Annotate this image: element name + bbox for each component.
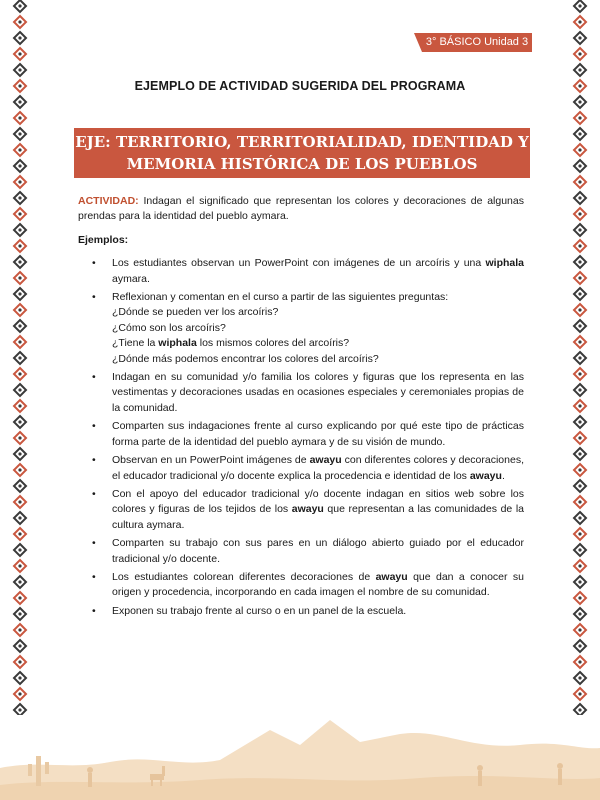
border-motif [574,0,586,12]
border-motif [574,544,586,556]
border-motif [14,208,26,220]
border-motif [14,640,26,652]
border-motif [14,160,26,172]
border-motif [574,64,586,76]
border-motif [574,304,586,316]
border-motif [14,624,26,636]
border-motif [574,288,586,300]
bullet-icon: • [92,257,96,270]
axis-heading-line-2: MEMORIA HISTÓRICA DE LOS PUEBLOS ORIGINARIOS [126,155,478,195]
border-motif [574,496,586,508]
border-motif [14,464,26,476]
item-bold-term: awayu [375,570,408,583]
question-text: los mismos colores del arcoíris? [196,337,350,350]
document-title: EJEMPLO DE ACTIVIDAD SUGERIDA DEL PROGRAMA [134,79,466,93]
border-motif [574,672,586,684]
list-item [78,370,524,416]
border-motif [14,400,26,412]
border-motif [14,672,26,684]
axis-heading-box [74,128,530,195]
border-motif [574,176,586,188]
item-text: Indagan en su comunidad y/o familia los colores y figuras que los representa en las vestimentas y decoraciones usadas en ocasiones especiales y ceremoniales propias de la comunidad. [112,371,524,414]
list-item [78,256,524,287]
item-text: que dan a conocer su origen y procedencia, incorporando en cada imagen el nombre de su comunidad. [112,570,524,599]
list-item [78,604,524,619]
activity-label: ACTIVIDAD: [78,195,139,207]
landscape-illustration [0,690,600,800]
border-motif [14,32,26,44]
border-motif [14,336,26,348]
item-text: Reflexionan y comentan en el curso a partir de las siguientes preguntas: [112,291,449,304]
border-motif [14,48,26,60]
border-motif [14,128,26,140]
bullet-icon: • [92,487,96,500]
unit-badge: 3° BÁSICO Unidad 3 [422,33,532,52]
border-motif [574,608,586,620]
border-motif [574,256,586,268]
border-motif [14,320,26,332]
border-motif [574,272,586,284]
border-motif [574,448,586,460]
list-item [78,536,524,567]
border-motif [14,272,26,284]
item-bold-term: awayu [309,454,342,467]
border-motif [14,288,26,300]
border-motif [14,560,26,572]
border-motif [14,224,26,236]
question-line [112,336,524,351]
border-motif [14,256,26,268]
border-motif [14,112,26,124]
activity-content [78,194,524,622]
bullet-icon: • [92,420,96,433]
border-motif [14,96,26,108]
border-motif [574,512,586,524]
list-item [78,419,524,450]
border-motif [574,560,586,572]
item-text: Exponen su trabajo frente al curso o en un panel de la escuela. [112,604,407,617]
border-motif [574,624,586,636]
border-motif [14,480,26,492]
border-motif [574,224,586,236]
activity-paragraph [78,194,524,225]
border-motif [574,32,586,44]
item-bold-term: wiphala [158,337,197,350]
border-motif [574,528,586,540]
border-motif [14,496,26,508]
bullet-icon: • [92,291,96,304]
bullet-icon: • [92,570,96,583]
border-motif [574,384,586,396]
bullet-icon: • [92,371,96,384]
border-motif [14,176,26,188]
border-motif [574,352,586,364]
border-motif [574,416,586,428]
item-text: aymara. [112,272,150,285]
border-motif [574,16,586,28]
item-text: con diferentes colores y decoraciones, el educador tradicional y/o docente explica la procedencia e identidad de los [112,454,524,482]
item-text: que representan a las comunidades de la cultura aymara. [112,503,524,531]
border-motif [574,400,586,412]
border-motif [574,192,586,204]
border-motif [574,432,586,444]
border-motif [14,544,26,556]
border-motif [574,208,586,220]
item-text: Observan en un PowerPoint imágenes de [112,454,310,467]
item-text: Con el apoyo del educador tradicional y/o docente indagan en sitios web sobre los colores y figuras de los tejidos de los [112,487,524,516]
axis-heading-line-1: EJE: TERRITORIO, TERRITORIALIDAD, IDENTIDAD Y [75,133,529,151]
border-motif [574,336,586,348]
border-motif [574,656,586,668]
border-motif [14,432,26,444]
question-line: ¿Dónde más podemos encontrar los colores del arcoíris? [112,352,379,365]
border-motif [14,0,26,12]
border-motif [14,608,26,620]
question-text: ¿Tiene la [112,337,159,350]
border-motif [14,576,26,588]
border-motif [14,448,26,460]
item-bold-term: wiphala [485,257,524,270]
item-bold-term: awayu [469,469,502,482]
border-motif [574,480,586,492]
border-motif [14,656,26,668]
border-motif [574,320,586,332]
border-motif [14,192,26,204]
border-motif [574,144,586,156]
left-decorative-border [8,0,32,715]
border-motif [574,576,586,588]
list-item [78,290,524,367]
border-motif [14,512,26,524]
item-text: Los estudiantes colorean diferentes decoraciones de [112,570,376,583]
border-motif [574,464,586,476]
border-motif [574,160,586,172]
border-motif [574,48,586,60]
border-motif [14,528,26,540]
border-motif [14,416,26,428]
border-motif [574,128,586,140]
border-motif [14,240,26,252]
border-motif [14,144,26,156]
activity-text: Indagan el significado que representan los colores y decoraciones de algunas prendas para la identidad del pueblo aymara. [78,195,524,223]
border-motif [14,64,26,76]
border-motif [14,16,26,28]
right-decorative-border [568,0,592,715]
border-motif [574,96,586,108]
bullet-icon: • [92,604,96,617]
border-motif [14,368,26,380]
list-item [78,487,524,533]
border-motif [574,368,586,380]
border-motif [14,592,26,604]
border-motif [14,304,26,316]
item-text: . [501,469,505,482]
item-bold-term: awayu [291,503,324,516]
question-line: ¿Dónde se pueden ver los arcoíris? [112,306,279,319]
examples-label: Ejemplos: [78,233,129,246]
border-motif [574,240,586,252]
border-motif [14,384,26,396]
border-motif [574,112,586,124]
list-item [78,570,524,601]
question-line: ¿Cómo son los arcoíris? [112,321,226,334]
item-text: Comparten su trabajo con sus pares en un diálogo abierto guiado por el educador tradicional y/o docente. [112,537,524,565]
border-motif [14,352,26,364]
examples-list [78,256,524,619]
bullet-icon: • [92,454,96,467]
list-item [78,453,524,484]
item-text: Comparten sus indagaciones frente al curso explicando por qué este tipo de prácticas forma parte de la identidad del pueblo aymara y de su visión de mundo. [112,420,524,448]
bullet-icon: • [92,537,96,550]
border-motif [574,640,586,652]
item-text: Los estudiantes observan un PowerPoint con imágenes de un arcoíris y una [112,257,486,270]
border-motif [574,592,586,604]
